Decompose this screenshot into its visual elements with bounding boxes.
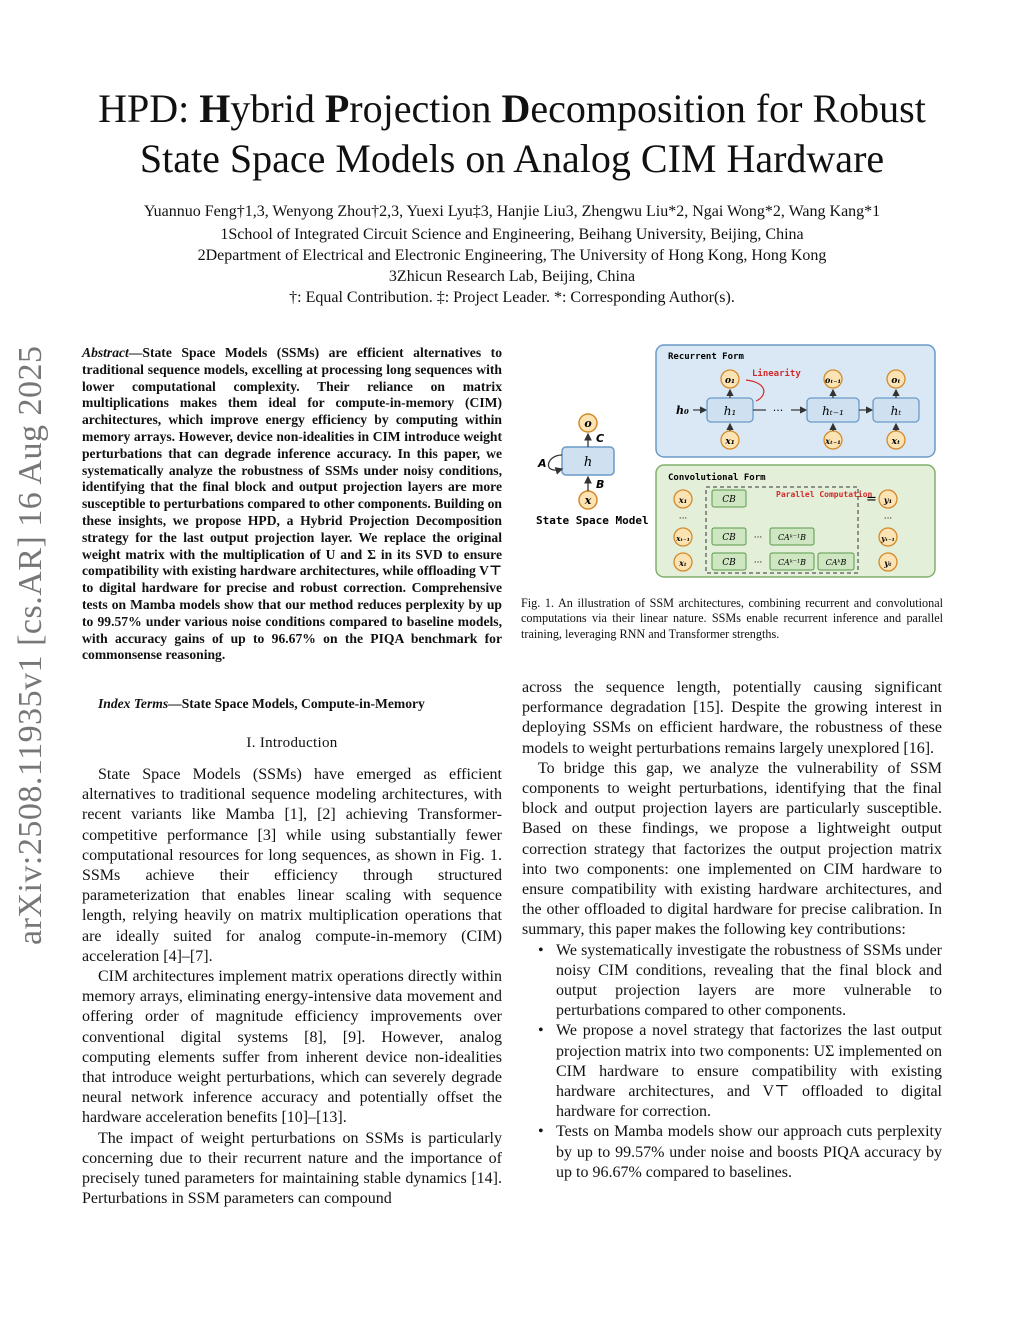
parallel-label: Parallel Computation xyxy=(776,490,873,499)
rec-x1-label: x₁ xyxy=(725,437,735,447)
convolutional-form-panel xyxy=(656,465,935,577)
contribution-item: • We propose a novel strategy that factorizes the last output projection matrix into two components: UΣ implemented on CIM hardware to ensure compatibility with existing hardware architectures, and V⊤ offloaded to digital hardware for correction. xyxy=(522,1021,942,1122)
recurrent-form-panel xyxy=(656,345,935,457)
conv-cell: ··· xyxy=(753,558,763,568)
right-column-body xyxy=(522,678,942,1183)
conv-cell: CB xyxy=(722,558,736,568)
right-paragraph-2: To bridge this gap, we analyze the vulnerability of SSM components to weight perturbations, identifying that the final block and output projection layers are particularly susceptible. Based on these findings, we propose a lightweight output correction strategy that factorizes the output projection matrix into two components: one implemented on CIM hardware to ensure compatibility with existing hardware architectures, and the other offloaded to digital hardware for precise calibration. In summary, this paper makes the following key contributions: xyxy=(522,759,942,939)
ssm-architecture-diagram xyxy=(520,343,940,585)
rec-ot-label: oₜ xyxy=(891,376,901,386)
conv-yt: yₜ xyxy=(884,558,892,568)
abstract-label: Abstract— xyxy=(82,345,143,360)
conv-cell: CAᵏ⁻¹B xyxy=(777,533,807,542)
conv-vdots-right: ··· xyxy=(883,514,893,524)
affiliation-2: 2Department of Electrical and Electronic Engineering, The University of Hong Kong, Hong Kong xyxy=(197,247,827,264)
ssm-caption-label: State Space Model xyxy=(536,514,649,527)
linearity-label: Linearity xyxy=(752,369,801,379)
title-line-1: HPD: Hybrid Projection Decomposition for Robust xyxy=(98,86,926,131)
ssm-C-label: C xyxy=(596,432,605,445)
rec-ellipsis: ··· xyxy=(772,404,784,417)
conv-title: Convolutional Form xyxy=(668,473,766,483)
recurrent-title: Recurrent Form xyxy=(668,352,744,362)
left-column-body xyxy=(82,765,502,1209)
ssm-B-label: B xyxy=(596,478,605,491)
rec-ht-label: hₜ xyxy=(890,404,902,418)
figure-1 xyxy=(520,343,940,585)
title-line-2: State Space Models on Analog CIM Hardware xyxy=(139,136,885,181)
rec-ot1-label: oₜ₋₁ xyxy=(824,375,842,385)
conv-yt1: yₜ₋₁ xyxy=(881,534,895,543)
ssm-o-label: o xyxy=(584,417,592,430)
index-terms-text: State Space Models, Compute-in-Memory xyxy=(181,696,425,711)
intro-paragraph-3: The impact of weight perturbations on SSMs is particularly concerning due to their recurrent nature and the importance of precisely tuned parameters for maintaining stable dynamics [14]. Perturbations in SSM parameters can compound xyxy=(82,1129,502,1208)
ssm-h-label: h xyxy=(583,455,593,470)
right-paragraph-1: across the sequence length, potentially causing significant performance degradation [15]. Despite the growing interest in deploying SSMs on efficient hardware, the robustness of these models to weight perturbations remains largely unexplored [16]. xyxy=(522,679,942,757)
conv-xt: xₜ xyxy=(679,558,687,568)
conv-cell: CB xyxy=(722,495,736,505)
h0-label: h₀ xyxy=(676,404,689,417)
contribution-list xyxy=(522,941,942,1183)
ssm-A-label: A xyxy=(538,457,547,470)
intro-paragraph-1: State Space Models (SSMs) have emerged as efficient alternatives to traditional sequence modeling architectures, with recent variants like Mamba [1], [2] achieving Transformer-competitive performance [3] while using substantially fewer computational resources for long sequences, as shown in Fig. 1. SSMs achieve their efficiency through structured parameterization that enables linear scaling with sequence length, relying heavily on matrix multiplication operations that are ideally suited for analog compute-in-memory (CIM) acceleration [4]–[7]. xyxy=(82,766,502,965)
intro-paragraph-2: CIM architectures implement matrix operations directly within memory arrays, eliminating energy-intensive data movement and offering order of magnitude efficiency improvements over conventional digital systems [8], [9]. However, analog computing elements suffer from inherent device non-idealities that introduce weight perturbations, which can severely degrade neural network inference accuracy and potentially offset the hardware acceleration benefits [10]–[13]. xyxy=(82,968,502,1127)
conv-xt1: xₜ₋₁ xyxy=(676,534,690,543)
rec-xt1-label: xₜ₋₁ xyxy=(825,436,841,446)
author-list: Yuannuo Feng†1,3, Wenyong Zhou†2,3, Yuexi Lyu‡3, Hanjie Liu3, Zhengwu Liu*2, Ngai Wong*2, Wang Kang*1 xyxy=(143,203,881,220)
contribution-item: • We systematically investigate the robustness of SSMs under noisy CIM conditions, revealing that the final block and output projection layers are more vulnerable to perturbations compared to other components. xyxy=(522,941,942,1022)
rec-o1-label: o₁ xyxy=(725,376,735,386)
conv-vdots-left: ··· xyxy=(678,514,688,524)
section-heading: I. Introduction xyxy=(246,735,338,751)
equals-sign: = xyxy=(866,492,877,507)
conv-cell: ··· xyxy=(753,533,763,543)
index-terms xyxy=(82,696,502,713)
author-notes: †: Equal Contribution. ‡: Project Leader. *: Corresponding Author(s). xyxy=(289,289,735,306)
ssm-x-label: x xyxy=(584,494,592,507)
ssm-basic-diagram xyxy=(536,414,649,527)
conv-cell: CAᵏB xyxy=(825,558,847,567)
arxiv-id: arXiv:2508.11935v1 [cs.AR] 16 Aug 2025 xyxy=(12,345,49,945)
index-terms-label: Index Terms— xyxy=(98,696,182,711)
conv-y1: y₁ xyxy=(883,495,893,505)
affiliation-3: 3Zhicun Research Lab, Beijing, China xyxy=(388,268,636,285)
rec-xt-label: xₜ xyxy=(891,437,901,447)
conv-x1: x₁ xyxy=(678,495,688,505)
rec-ht1-label: hₜ₋₁ xyxy=(822,404,844,418)
conv-cell: CB xyxy=(722,533,736,543)
contribution-item: • Tests on Mamba models show our approach cuts perplexity by up to 99.57% under noise and boosts PIQA accuracy by up to 96.67% compared to baselines. xyxy=(522,1122,942,1183)
affiliation-1: 1School of Integrated Circuit Science and Engineering, Beihang University, Beijing, China xyxy=(220,226,804,243)
abstract xyxy=(82,345,502,664)
abstract-text: State Space Models (SSMs) are efficient alternatives to traditional sequence models, excelling at processing long sequences with lower computational complexity. Their reliance on matrix multiplications makes them ideal for compute-in-memory (CIM) architectures, which improve energy efficiency by computing within memory arrays. However, device non-idealities in CIM introduce weight perturbations that can degrade inference accuracy. In this paper, we systematically analyze the robustness of SSMs under noisy conditions, identifying that the final block and output projection layers are more susceptible to perturbations compared to other components. Building on these insights, we propose HPD, a Hybrid Projection Decomposition strategy for the last output projection layer. We replace the original weight matrix with the multiplication of U and Σ in its SVD to ensure compatibility with existing hardware architectures, while offloading V⊤ to digital hardware for precise and robust correction. Comprehensive tests on Mamba models show that our method reduces perplexity by up to 99.57% under various noise conditions compared to baseline models, with accuracy gains of up to 96.67% on the PIQA benchmark for commonsense reasoning. xyxy=(82,345,502,663)
rec-h1-label: h₁ xyxy=(723,404,737,418)
figure-caption: Fig. 1. An illustration of SSM architectures, combining recurrent and convolutional computations via their linear nature. SSMs enable recurrent inference and parallel training, leveraging RNN and Transformer strengths. xyxy=(521,596,943,641)
paper-title xyxy=(60,84,964,184)
conv-cell: CAᵏ⁻¹B xyxy=(777,558,807,567)
